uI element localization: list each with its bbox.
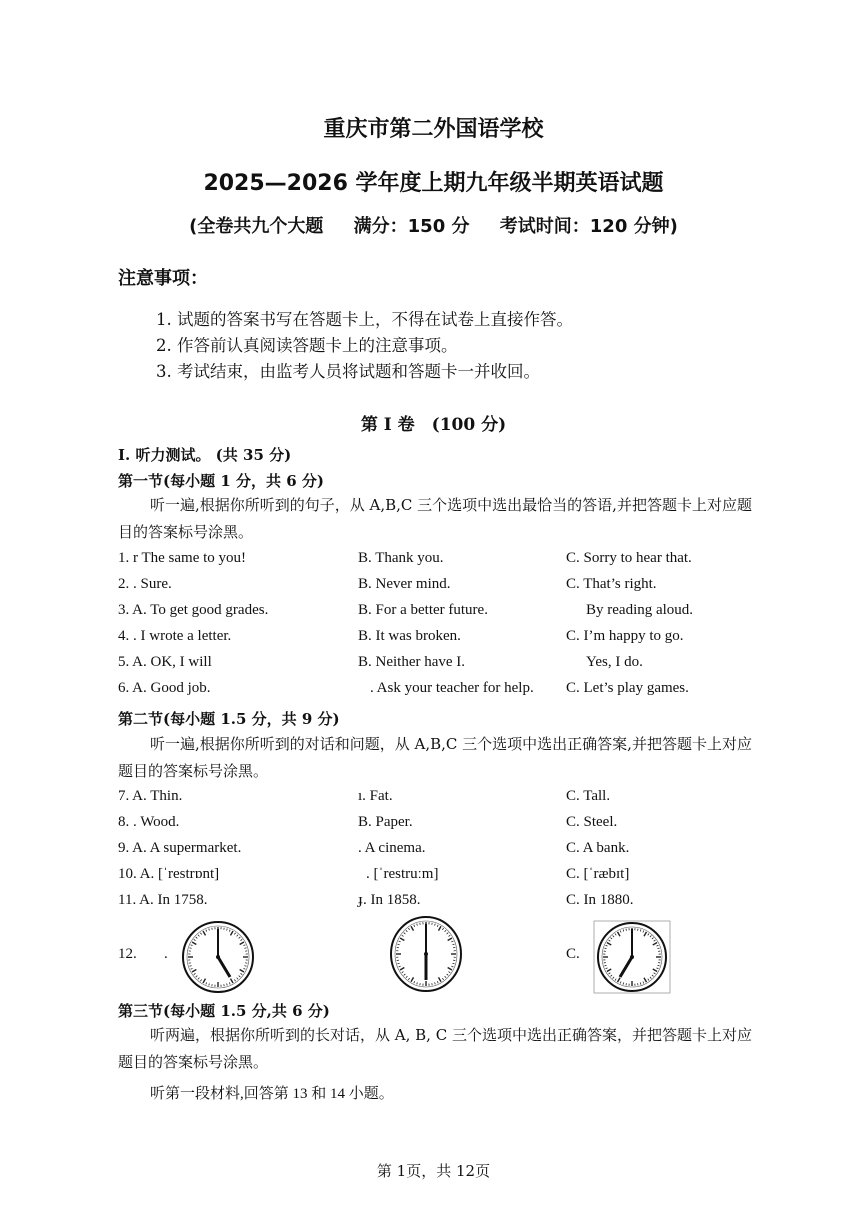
q8-option-a: 8. . Wood. — [118, 814, 180, 830]
clock-tick — [206, 982, 207, 984]
exam-info — [0, 212, 867, 238]
clock-tick — [451, 966, 453, 967]
clock-tick — [408, 928, 409, 930]
clock-tick — [613, 935, 614, 937]
sub-section-1-heading: 第一节(每小题 1 分，共 6 分) — [118, 472, 324, 490]
clock-tick — [448, 938, 452, 941]
q11-option-b: ɟ. In 1858. — [358, 892, 421, 908]
clock-tick — [203, 979, 206, 983]
clock-tick — [196, 976, 198, 977]
clock-tick — [623, 982, 624, 984]
clock-tick — [451, 941, 453, 942]
exam-info-score: 满分：150 分 — [353, 216, 470, 237]
clock-tick — [198, 978, 199, 980]
q10-option-b: . [ˈrestruːm] — [366, 866, 439, 882]
q6-option-a: 6. A. Good job. — [118, 680, 211, 696]
clock-tick — [229, 930, 230, 932]
q3-option-a: 3. A. To get good grades. — [118, 602, 269, 618]
clock-tick — [620, 981, 621, 983]
q9-option-b: . A cinema. — [358, 840, 426, 856]
clock-tick — [442, 978, 443, 980]
listening-heading: I. 听力测试。 (共 35 分) — [118, 446, 292, 464]
clock-tick — [209, 983, 210, 985]
q1-option-b: B. Thank you. — [358, 550, 444, 566]
clock-tick — [656, 968, 658, 969]
clock-tick — [209, 928, 210, 930]
clock-tick — [650, 977, 651, 979]
q12-label: 12. — [118, 946, 137, 962]
clock-tick — [404, 933, 406, 934]
clock-tick — [657, 965, 659, 966]
clock-tick — [448, 968, 452, 971]
q4-option-b: B. It was broken. — [358, 628, 461, 644]
clock-tick — [244, 966, 246, 967]
clock-tick — [196, 937, 198, 938]
clock-tick — [227, 928, 228, 930]
clock-tick — [191, 945, 193, 946]
q5-option-c: Yes, I do. — [586, 654, 643, 670]
clock-tick — [234, 933, 235, 935]
clock-tick — [618, 932, 621, 936]
q7-option-c: C. Tall. — [566, 788, 611, 804]
clock-tick — [397, 963, 399, 964]
note-item: 1. 试题的答案书写在答题卡上，不得在试卷上直接作答。 — [156, 310, 573, 329]
clock-tick — [437, 925, 438, 927]
clock-tick — [447, 933, 449, 934]
clock-tick — [200, 933, 201, 935]
clock-tick — [234, 979, 235, 981]
clock-tick — [408, 978, 409, 980]
clock-tick — [189, 966, 191, 967]
sub-section-1-instruction: 听一遍,根据你所听到的句子，从 A,B,C 三个选项中选出最恰当的答语,并把答题卡上对应题目的答案标号涂黑。 — [118, 496, 752, 541]
clock-tick — [606, 968, 608, 969]
part-title: 第 I 卷 (100 分) — [360, 415, 507, 435]
sub-section-2-heading: 第二节(每小题 1.5 分，共 9 分) — [118, 710, 340, 728]
clock-tick — [653, 943, 657, 946]
q2-option-a: 2. . Sure. — [118, 576, 172, 592]
clock-tick — [652, 975, 654, 976]
clock-tick — [400, 968, 404, 971]
clock-tick — [189, 948, 191, 949]
q10-option-a: 10. A. [ˈrestrɒnt] — [118, 866, 220, 882]
clock-tick — [206, 930, 207, 932]
clock-tick — [240, 939, 242, 940]
clock-tick — [239, 937, 241, 938]
clock-tick — [406, 930, 407, 932]
clock-tick — [239, 976, 241, 977]
clock-b-icon — [388, 914, 464, 994]
q11-option-c: C. In 1880. — [566, 892, 634, 908]
clock-tick — [411, 977, 414, 981]
exam-info-questions: (全卷共九个大题 — [189, 216, 324, 237]
q5-option-a: 5. A. OK, I will — [118, 654, 212, 670]
q10-option-c: C. [ˈræbɪt] — [566, 866, 630, 882]
clock-c-icon — [592, 919, 672, 995]
clock-tick — [404, 974, 406, 975]
clock-tick — [640, 929, 641, 931]
clock-tick — [654, 940, 656, 941]
clock-tick — [411, 926, 414, 930]
clock-tick — [653, 969, 657, 972]
clock-tick — [607, 969, 611, 972]
q5-option-b: B. Neither have I. — [358, 654, 466, 670]
clock-tick — [452, 963, 454, 964]
q12-a-mark: . — [164, 946, 168, 962]
clock-tick — [610, 938, 612, 939]
note-item: 2. 作答前认真阅读答题卡上的注意事项。 — [156, 336, 458, 355]
q2-option-c: C. That’s right. — [566, 576, 657, 592]
clock-tick — [397, 944, 399, 945]
exam-info-time: 考试时间：120 分钟) — [499, 216, 678, 237]
clock-tick — [613, 977, 614, 979]
clock-tick — [414, 925, 415, 927]
clock-tick — [447, 974, 449, 975]
clock-tick — [231, 979, 234, 983]
q2-option-b: B. Never mind. — [358, 576, 451, 592]
clock-tick — [200, 979, 201, 981]
clock-tick — [237, 978, 238, 980]
clock-tick — [400, 938, 404, 941]
clock-a-icon — [180, 919, 256, 995]
clock-tick — [609, 973, 611, 974]
clock-tick — [435, 924, 436, 926]
clock-tick — [643, 931, 644, 933]
clock-tick — [439, 926, 442, 930]
clock-tick — [654, 973, 656, 974]
q3-option-b: B. For a better future. — [358, 602, 488, 618]
q7-option-b: ı. Fat. — [358, 788, 393, 804]
clock-tick — [244, 948, 246, 949]
sub-section-3-instruction: 听两遍，根据你所听到的长对话，从 A, B, C 三个选项中选出正确答案，并把答题卡上对应题目的答案标号涂黑。 — [118, 1026, 752, 1071]
clock-tick — [615, 934, 616, 936]
q4-option-a: 4. . I wrote a letter. — [118, 628, 232, 644]
clock-tick — [231, 931, 234, 935]
q7-option-a: 7. A. Thin. — [118, 788, 183, 804]
clock-tick — [194, 939, 196, 940]
q9-option-c: C. A bank. — [566, 840, 630, 856]
clock-tick — [604, 948, 606, 949]
clock-tick — [445, 930, 446, 932]
q11-option-a: 11. A. In 1758. — [118, 892, 208, 908]
clock-tick — [414, 981, 415, 983]
clock-tick — [192, 942, 196, 945]
clock-tick — [240, 973, 242, 974]
q1-option-c: C. Sorry to hear that. — [566, 550, 692, 566]
clock-tick — [618, 978, 621, 982]
clock-tick — [198, 935, 199, 937]
clock-tick — [243, 945, 245, 946]
clock-tick — [607, 943, 611, 946]
clock-tick — [448, 972, 450, 973]
sub-section-3-heading: 第三节(每小题 1.5 分,共 6 分) — [118, 1002, 330, 1020]
clock-tick — [452, 944, 454, 945]
q8-option-c: C. Steel. — [566, 814, 618, 830]
clock-tick — [402, 972, 404, 973]
clock-tick — [243, 968, 245, 969]
clock-tick — [644, 978, 647, 982]
note-item: 3. 考试结束，由监考人员将试题和答题卡一并收回。 — [156, 362, 540, 381]
clock-tick — [609, 940, 611, 941]
clock-tick — [399, 941, 401, 942]
exam-title: 2025—2026 学年度上期九年级半期英语试题 — [203, 171, 664, 196]
clock-tick — [606, 945, 608, 946]
clock-tick — [229, 982, 230, 984]
clock-tick — [442, 928, 443, 930]
clock-tick — [620, 931, 621, 933]
clock-tick — [623, 929, 624, 931]
clock-tick — [615, 979, 616, 981]
clock-tick — [657, 948, 659, 949]
clock-tick — [648, 934, 649, 936]
clock-tick — [652, 938, 654, 939]
clock-tick — [648, 979, 649, 981]
clock-tick — [644, 932, 647, 936]
clock-tick — [417, 982, 418, 984]
clock-tick — [448, 935, 450, 936]
notes-heading: 注意事项： — [118, 268, 208, 289]
clock-tick — [203, 931, 206, 935]
clock-tick — [240, 970, 244, 973]
clock-tick — [237, 935, 238, 937]
q4-option-c: C. I’m happy to go. — [566, 628, 684, 644]
clock-tick — [640, 982, 641, 984]
q9-option-a: 9. A. A supermarket. — [118, 840, 242, 856]
school-name: 重庆市第二外国语学校 — [323, 117, 544, 142]
clock-tick — [402, 935, 404, 936]
clock-tick — [656, 945, 658, 946]
page-footer: 第 1页，共 12页 — [376, 1162, 491, 1180]
clock-tick — [240, 942, 244, 945]
clock-tick — [399, 966, 401, 967]
clock-tick — [417, 924, 418, 926]
sub-section-2-instruction: 听一遍,根据你所听到的对话和问题，从 A,B,C 三个选项中选出正确答案,并把答题卡上对应题目的答案标号涂黑。 — [118, 735, 752, 780]
material-1-note: 听第一段材料,回答第 13 和 14 小题。 — [150, 1086, 394, 1102]
q1-option-a: 1. r The same to you! — [118, 550, 247, 566]
clock-tick — [194, 973, 196, 974]
q6-option-c: C. Let’s play games. — [566, 680, 689, 696]
clock-tick — [610, 975, 612, 976]
clock-tick — [192, 970, 196, 973]
clock-tick — [643, 981, 644, 983]
q8-option-b: B. Paper. — [358, 814, 413, 830]
q3-option-c: By reading aloud. — [586, 602, 694, 618]
clock-tick — [445, 976, 446, 978]
q6-option-b: . Ask your teacher for help. — [370, 680, 534, 696]
clock-tick — [437, 981, 438, 983]
clock-tick — [227, 983, 228, 985]
clock-tick — [406, 976, 407, 978]
clock-tick — [435, 982, 436, 984]
q12-c-label: C. — [566, 946, 580, 962]
clock-tick — [191, 968, 193, 969]
clock-tick — [604, 965, 606, 966]
clock-tick — [439, 977, 442, 981]
clock-tick — [650, 935, 651, 937]
